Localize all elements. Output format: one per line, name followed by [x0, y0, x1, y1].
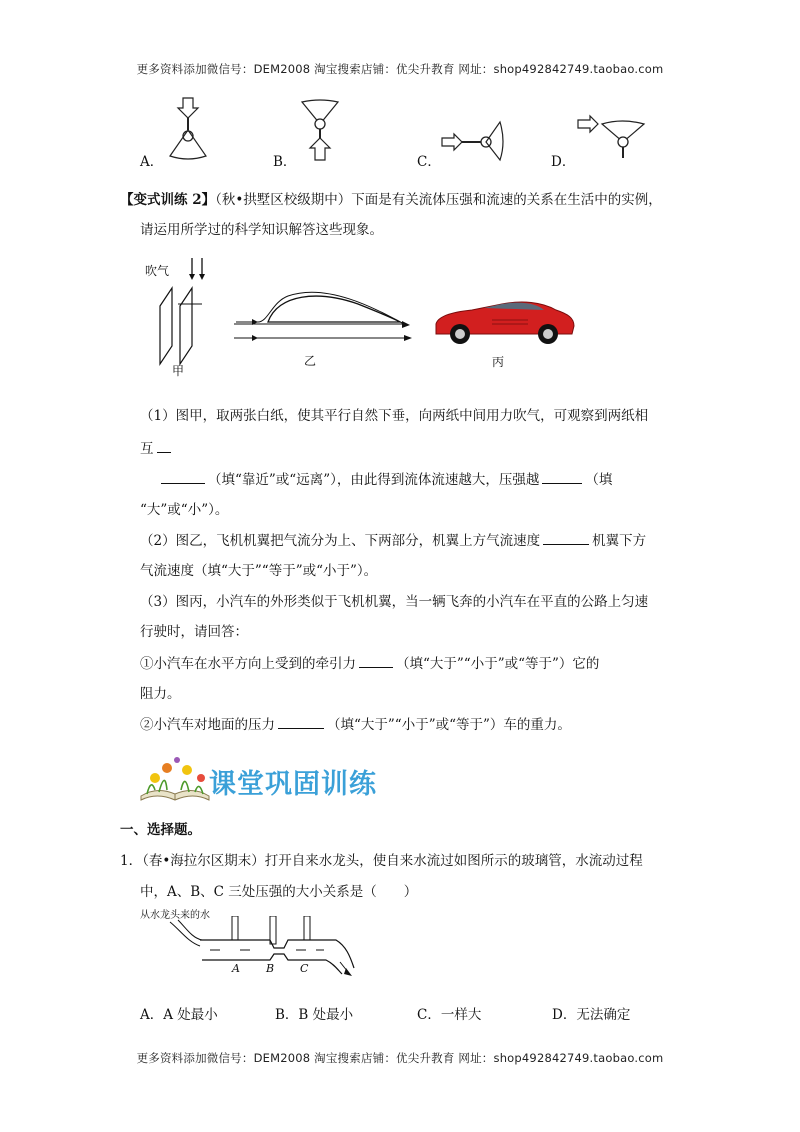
- fig-jia-label: 甲: [172, 364, 185, 378]
- page-footer: 更多资料添加微信号：DEM2008 淘宝搜索店铺：优尖升教育 网址：shop492842749.taobao.com: [136, 1051, 664, 1065]
- q1-option-c[interactable]: C．一样大: [417, 1007, 482, 1023]
- fig-yi-label: 乙: [304, 354, 317, 368]
- p3-line-a: （3）图丙，小汽车的外形类似于飞机机翼，当一辆飞奔的小汽车在平直的公路上匀速: [140, 594, 649, 610]
- option-b-label: B．: [273, 154, 297, 170]
- practice2-intro-line2: 请运用所学过的科学知识解答这些现象。: [140, 222, 383, 238]
- practice2-title: 【变式训练 2】: [120, 192, 216, 208]
- p3-line-b: 行驶时，请回答：: [140, 624, 248, 640]
- p2-line-b: 气流速度（填“大于”“等于”或“小于”）。: [140, 563, 378, 579]
- fig-yi-wing: [228, 288, 418, 350]
- p1-line-d: “大”或“小”）。: [140, 502, 229, 518]
- funnel-figure-d: [576, 112, 656, 164]
- q1-fig-caption: 从水龙头来的水: [140, 910, 210, 921]
- practice2-intro-line1: 【变式训练 2】（秋•拱墅区校级期中）下面是有关流体压强和流速的关系在生活中的实例，: [120, 192, 662, 208]
- blank-s1-traction[interactable]: [359, 653, 393, 668]
- fig-bing-car: [432, 298, 580, 346]
- q1-glass-tube-figure: [140, 916, 370, 982]
- section-heading: 一、选择题。: [120, 822, 201, 838]
- q1-point-a: A: [232, 962, 240, 975]
- q1-option-b[interactable]: B．B 处最小: [275, 1007, 354, 1023]
- q1-option-d[interactable]: D．无法确定: [552, 1007, 631, 1023]
- p1-line-c: （填“靠近”或“远离”），由此得到流体流速越大，压强越 （填: [158, 469, 612, 490]
- blank-p1-partial[interactable]: [157, 438, 171, 453]
- blank-s2-pressure[interactable]: [278, 714, 324, 729]
- option-a-label: A．: [140, 154, 164, 170]
- fig-bing-label: 丙: [492, 355, 505, 369]
- option-c-label: C．: [417, 154, 441, 170]
- funnel-figure-b: [300, 98, 350, 164]
- page-header: 更多资料添加微信号：DEM2008 淘宝搜索店铺：优尖升教育 网址：shop492842749.taobao.com: [136, 62, 664, 76]
- s1-line-a: ①小汽车在水平方向上受到的牵引力 （填“大于”“小于”或“等于”）它的: [140, 653, 599, 674]
- p1-line-a: （1）图甲，取两张白纸，使其平行自然下垂，向两纸中间用力吹气，可观察到两纸相: [140, 408, 649, 424]
- q1-point-c: C: [300, 962, 309, 975]
- funnel-figure-a: [168, 96, 218, 162]
- option-d-label: D．: [551, 154, 576, 170]
- q1-option-a[interactable]: A．A 处最小: [140, 1007, 218, 1023]
- banner-title: 课堂巩固训练: [209, 769, 377, 800]
- book-flowers-icon: [137, 752, 213, 802]
- s1-line-b: 阻力。: [140, 686, 181, 702]
- blank-p1-pressure[interactable]: [542, 469, 582, 484]
- blank-p1-near-far[interactable]: [161, 469, 205, 484]
- fig-jia-blow-label: 吹气: [145, 264, 170, 278]
- q1-point-b: B: [266, 962, 275, 975]
- s2-line-a: ②小汽车对地面的压力 （填“大于”“小于”或“等于”）车的重力。: [140, 714, 571, 735]
- fig-jia-papers: [150, 254, 220, 374]
- q1-line2: 中，A、B、C 三处压强的大小关系是（ ）: [140, 884, 418, 900]
- funnel-figure-c: [440, 118, 510, 162]
- p1-line-b: 互: [140, 438, 174, 459]
- blank-p2-speed[interactable]: [543, 530, 589, 545]
- p2-line-a: （2）图乙，飞机机翼把气流分为上、下两部分，机翼上方气流速度 机翼下方: [140, 530, 646, 551]
- q1-line1: 1．（春•海拉尔区期末）打开自来水龙头，使自来水流过如图所示的玻璃管，水流动过程: [120, 853, 643, 869]
